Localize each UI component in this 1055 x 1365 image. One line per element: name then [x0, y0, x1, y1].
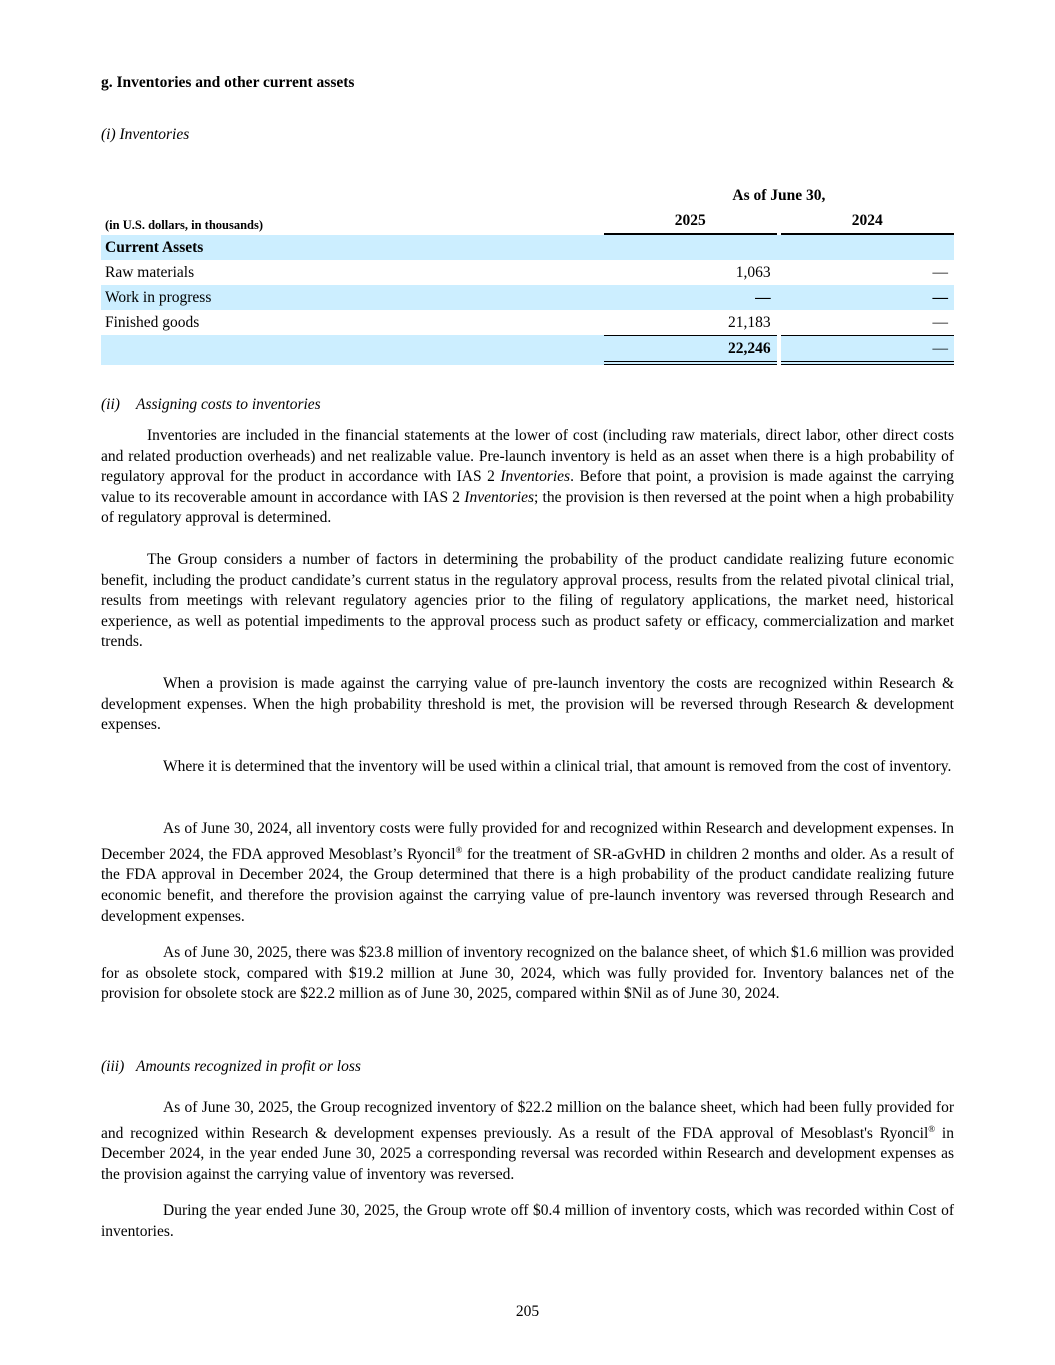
table-group-row: [101, 235, 954, 260]
total-value-2024: —: [781, 335, 954, 365]
row-value-2024: —: [932, 313, 948, 331]
paragraph-provision-recognition: When a provision is made against the carrying value of pre-launch inventory the costs are recognized within Research & development expenses. When the high probability threshold is met, the provision will be reversed through Research & development expenses.: [101, 675, 954, 734]
column-header-2024: 2024: [781, 208, 954, 235]
row-value-2024: —: [932, 263, 948, 281]
period-header: As of June 30,: [732, 186, 826, 204]
table-row: [101, 285, 954, 310]
subsection-heading-profit-loss: (iii) Amounts recognized in profit or loss: [101, 1058, 361, 1075]
group-label: Current Assets: [101, 235, 600, 260]
paragraph-clinical-trial: Where it is determined that the inventory will be used within a clinical trial, that amount is removed from the cost of inventory.: [163, 758, 952, 775]
table-row: [101, 310, 954, 335]
row-value-2025: —: [604, 285, 777, 310]
paragraph-probability-factors: The Group considers a number of factors in determining the probability of the product candidate realizing future economic benefit, including the product candidate’s current status in the regulatory approval process, results from the related pivotal clinical trial, results from meetings with relevant regulatory agencies prior to the filing of regulatory applications, the market need, historical experience, as well as potential impediments to the approval process such as product safety or efficacy, commercialization and market trends.: [101, 551, 954, 651]
row-value-2024: —: [781, 285, 954, 310]
paragraph-recognized-inventory: As of June 30, 2025, the Group recognized inventory of $22.2 million on the balance sheet, which had been fully provided for and recognized within Research & development expenses previously. As a result of the FDA approval of Mesoblast's Ryoncil® in December 2024, in the year ended June 30, 2025 a corresponding reversal was recorded within Research and development expenses as the provision against the carrying value of inventory was reversed.: [101, 1099, 954, 1183]
table-row: [101, 260, 954, 285]
column-header-2025: 2025: [604, 208, 777, 235]
page-number: 205: [515, 1303, 540, 1320]
paragraph-cost-basis: Inventories are included in the financial statements at the lower of cost (including raw materials, direct labor, other direct costs and related production overheads) and net realizable value. Pre-launch inventory is held as an asset when there is a high probability of regulatory approval for the product in accordance with IAS 2 Inventories. Before that point, a provision is made against the carrying value to its recoverable amount in accordance with IAS 2 Inventories; the provision is then reversed at the point when a high probability of regulatory approval is determined.: [101, 427, 954, 527]
paragraph-fda-approval: As of June 30, 2024, all inventory costs were fully provided for and recognized within Research and development expenses. In December 2024, the FDA approved Mesoblast’s Ryoncil® for the treatment of SR-aGvHD in children 2 months and older. As a result of the FDA approval in December 2024, the Group determined that there is a high probability of the product candidate realizing future economic benefit, and therefore the provision against the carrying value of pre-launch inventory was reversed through Research and development expenses.: [101, 820, 955, 925]
total-label: [101, 335, 600, 365]
paragraph-balance-sheet: As of June 30, 2025, there was $23.8 million of inventory recognized on the balance sheet, of which $1.6 million was provided for as obsolete stock, compared with $19.2 million at June 30, 2024, which was fully provided for. Inventory balances net of the provision for obsolete stock are $22.2 million as of June 30, 2025, compared within $Nil as of June 30, 2024.: [101, 944, 954, 1003]
row-label: Raw materials: [105, 263, 195, 281]
section-heading: g. Inventories and other current assets: [101, 74, 355, 91]
subsection-heading-assigning-costs: (ii) Assigning costs to inventories: [101, 396, 321, 413]
row-label: Finished goods: [105, 313, 200, 331]
table-column-header-row: [101, 208, 954, 235]
paragraph-write-off: During the year ended June 30, 2025, the Group wrote off $0.4 million of inventory costs, which was recorded within Cost of inventories.: [101, 1202, 954, 1240]
inventories-table: [101, 183, 954, 365]
units-label: (in U.S. dollars, in thousands): [105, 218, 264, 232]
row-value-2025: 21,183: [728, 313, 771, 331]
table-period-header-row: [101, 183, 954, 208]
total-value-2025: 22,246: [604, 335, 777, 365]
row-value-2025: 1,063: [735, 263, 771, 281]
row-label: Work in progress: [101, 285, 600, 310]
table-total-row: [101, 335, 954, 365]
subsection-heading-inventories: (i) Inventories: [101, 126, 190, 143]
